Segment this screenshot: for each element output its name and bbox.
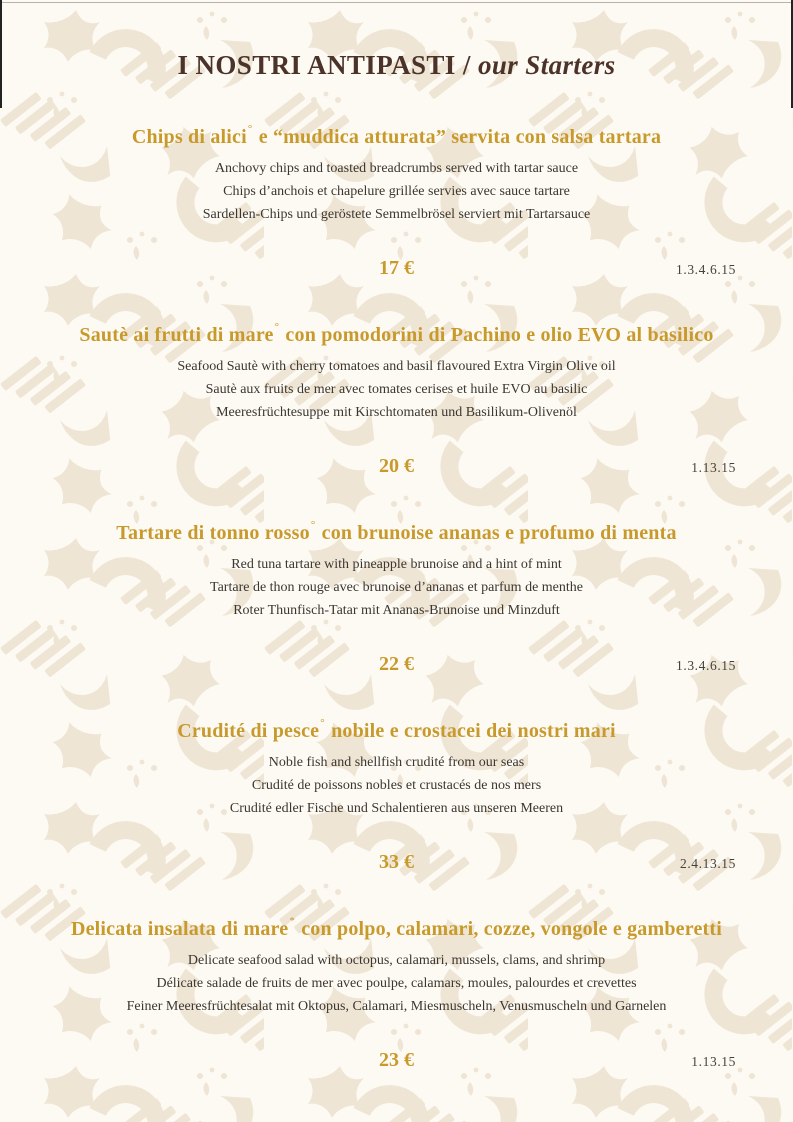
price: 33 € xyxy=(379,851,414,873)
allergen-codes: 2.4.13.15 xyxy=(679,856,736,871)
menu-item xyxy=(0,125,793,283)
translation-de: Feiner Meeresfrüchtesalat mit Oktopus, Calamari, Miesmuscheln, Venusmuscheln und Garnelen xyxy=(126,999,667,1014)
page-title-english: our Starters xyxy=(477,50,616,80)
menu-item xyxy=(0,917,793,1075)
menu-item xyxy=(0,521,793,679)
price-row xyxy=(0,851,793,877)
dish-title: Chips di alici° e “muddica atturata” servita con salsa tartara xyxy=(131,123,662,148)
translation-fr: Sautè aux fruits de mer avec tomates cerises et huile EVO au basilic xyxy=(205,382,588,397)
price: 23 € xyxy=(379,1049,414,1071)
price-row xyxy=(0,257,793,283)
left-edge-artifact xyxy=(0,0,2,108)
menu-item xyxy=(0,323,793,481)
translation-en: Seafood Sautè with cherry tomatoes and basil flavoured Extra Virgin Olive oil xyxy=(177,359,616,374)
dish-title: Crudité di pesce° nobile e crostacei dei nostri mari xyxy=(177,717,616,742)
allergen-codes: 1.13.15 xyxy=(691,460,736,475)
allergen-codes: 1.3.4.6.15 xyxy=(676,658,736,673)
price-row xyxy=(0,653,793,679)
translation-fr: Crudité de poissons nobles et crustacés de nos mers xyxy=(251,778,542,793)
price: 17 € xyxy=(379,257,414,279)
translation-de: Crudité edler Fische und Schalentieren aus unseren Meeren xyxy=(229,801,564,816)
translation-en: Noble fish and shellfish crudité from our seas xyxy=(268,755,525,770)
translation-de: Sardellen-Chips und geröstete Semmelbrösel serviert mit Tartarsauce xyxy=(202,207,591,222)
translation-de: Roter Thunfisch-Tatar mit Ananas-Brunoise und Minzduft xyxy=(233,603,560,618)
fresh-product-asterisk-marker: * xyxy=(289,915,296,928)
frozen-product-marker: ° xyxy=(274,321,280,334)
translation-fr: Tartare de thon rouge avec brunoise d’ananas et parfum de menthe xyxy=(210,580,583,595)
dish-title: Sautè ai frutti di mare° con pomodorini di Pachino e olio EVO al basilico xyxy=(79,321,714,346)
price: 22 € xyxy=(379,653,414,675)
page-top-edge xyxy=(0,2,793,3)
menu-item xyxy=(0,719,793,877)
dish-title: Tartare di tonno rosso° con brunoise ananas e profumo di menta xyxy=(116,519,677,544)
translation-fr: Délicate salade de fruits de mer avec poulpe, calamars, moules, palourdes et crevettes xyxy=(156,976,637,991)
price: 20 € xyxy=(379,455,414,477)
translation-en: Red tuna tartare with pineapple brunoise and a hint of mint xyxy=(231,557,562,572)
page-title xyxy=(0,50,793,81)
dish-title: Delicata insalata di mare* con polpo, calamari, cozze, vongole e gamberetti xyxy=(70,915,723,940)
allergen-codes: 1.13.15 xyxy=(691,1054,736,1069)
price-row xyxy=(0,455,793,481)
translation-en: Delicate seafood salad with octopus, calamari, mussels, clams, and shrimp xyxy=(187,953,606,968)
page-title-italian: I NOSTRI ANTIPASTI / xyxy=(177,50,471,80)
frozen-product-marker: ° xyxy=(310,519,316,532)
translation-en: Anchovy chips and toasted breadcrumbs served with tartar sauce xyxy=(214,161,579,176)
price-row xyxy=(0,1049,793,1075)
translation-fr: Chips d’anchois et chapelure grillée servies avec sauce tartare xyxy=(223,184,570,199)
frozen-product-marker: ° xyxy=(320,717,325,730)
translation-de: Meeresfrüchtesuppe mit Kirschtomaten und Basilikum-Olivenöl xyxy=(216,405,577,420)
frozen-product-marker: ° xyxy=(247,123,253,136)
allergen-codes: 1.3.4.6.15 xyxy=(676,262,736,277)
